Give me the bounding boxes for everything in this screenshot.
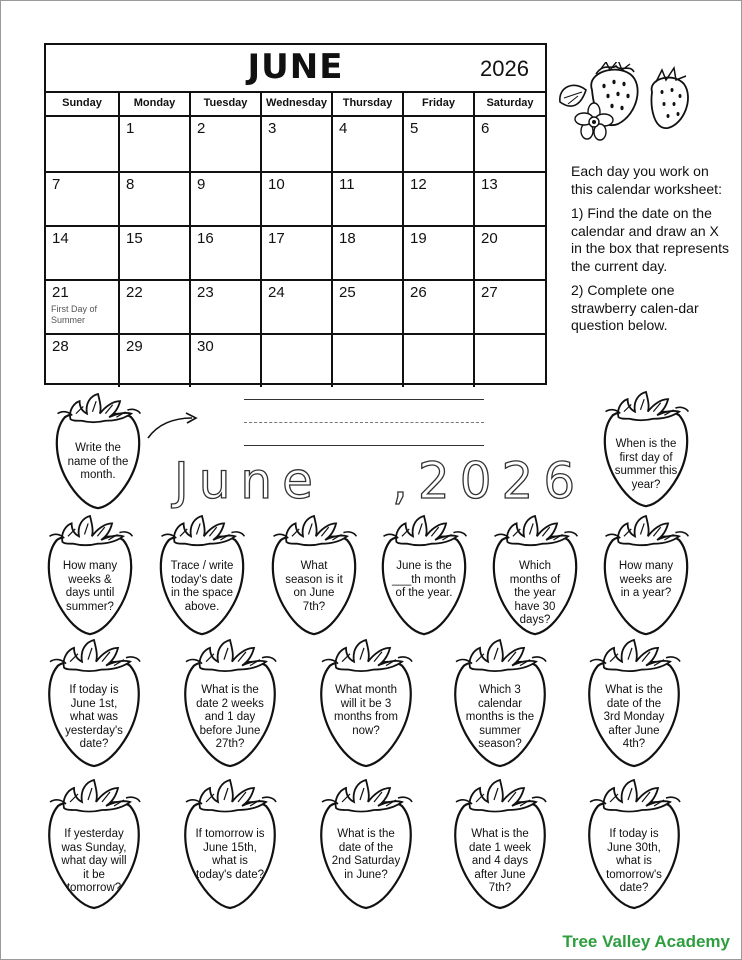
strawberry-question [600,516,692,636]
calendar-day-number: 19 [410,230,427,247]
calendar-header [46,45,545,93]
strawberry-question-text: If yesterday was Sunday, what day will it be tomorrow? [61,828,127,894]
calendar-day-cell[interactable] [331,279,402,333]
strawberry-question-text: What season is it on June 7th? [285,560,343,613]
calendar-day-cell[interactable] [402,171,473,225]
calendar-day-number: 29 [126,338,143,355]
calendar-day-number: 15 [126,230,143,247]
calendar-day-number: 11 [339,176,355,193]
calendar-day-number: 6 [481,120,490,137]
strawberry-write-month [52,394,144,510]
strawberry-question-text: If today is June 1st, what was yesterday's date? [65,684,123,750]
strawberry-question [268,516,360,636]
calendar-day-cell[interactable] [473,225,545,279]
write-line-middle [244,422,484,423]
calendar-day-cell[interactable] [331,117,402,171]
strawberry-flower-illustration [556,62,702,144]
calendar-day-cell[interactable] [189,117,260,171]
calendar-day-cell[interactable] [473,279,545,333]
calendar-day-number: 1 [126,120,135,137]
strawberry-question [584,640,684,768]
calendar-day-number: 10 [268,176,285,193]
strawberry-question [584,780,684,910]
calendar-day-number: 24 [268,284,285,301]
calendar-day-number: 26 [410,284,427,301]
weekday-header-row [46,91,545,117]
calendar-day-cell[interactable] [118,225,189,279]
brand-footer: Tree Valley Academy [562,932,730,951]
weekday-monday: Monday [118,91,189,115]
first-day-of-summer-note: First Day of Summer [51,304,98,325]
calendar-day-cell[interactable] [473,333,545,387]
strawberry-question-text: If today is June 30th, what is tomorrow's date? [606,828,662,894]
strawberry-question-text: How many weeks are in a year? [618,560,674,599]
calendar-day-cell[interactable] [260,333,331,387]
trace-year: ,2026 [392,452,586,510]
calendar-day-cell[interactable] [473,117,545,171]
calendar [44,43,547,385]
strawberry-question-text: How many weeks & days until summer? [62,560,118,613]
calendar-day-cell[interactable] [118,333,189,387]
strawberry-question-text: Trace / write today's date in the space above. [170,560,234,613]
calendar-day-number: 12 [410,176,427,193]
calendar-day-cell[interactable] [331,333,402,387]
calendar-month: JUNE [247,47,344,87]
strawberry-question-text: If tomorrow is June 15th, what is today's date? [195,828,265,881]
strawberry-question [316,640,416,768]
strawberry-question-text: What is the date 1 week and 4 days after June 7th? [468,828,531,894]
strawberry-question [44,640,144,768]
calendar-day-cell[interactable] [260,225,331,279]
write-line-bottom[interactable] [244,445,484,446]
calendar-day-cell[interactable] [46,171,118,225]
calendar-day-cell[interactable] [189,171,260,225]
strawberry-question-text: What month will it be 3 months from now? [334,684,398,737]
calendar-day-cell[interactable] [46,225,118,279]
calendar-day-cell[interactable] [189,333,260,387]
calendar-day-number: 30 [197,338,214,355]
calendar-day-number: 22 [126,284,143,301]
calendar-day-number: 17 [268,230,285,247]
strawberry-first-day-summer [600,392,692,508]
calendar-day-number: 3 [268,120,277,137]
instructions [571,163,731,342]
calendar-day-cell[interactable] [331,225,402,279]
strawberry-question [44,780,144,910]
calendar-day-cell[interactable] [46,117,118,171]
calendar-day-number: 7 [52,176,61,193]
calendar-day-cell[interactable] [402,333,473,387]
calendar-day-number: 20 [481,230,498,247]
strawberry-question-text: Write the name of the month. [67,442,129,481]
strawberry-question [489,516,581,636]
arrow-icon [144,412,200,442]
strawberry-question [450,640,550,768]
write-line-top[interactable] [244,399,484,400]
weekday-wednesday: Wednesday [260,91,331,115]
calendar-day-cell[interactable] [189,279,260,333]
calendar-day-cell[interactable] [402,117,473,171]
instructions-step-2: 2) Complete one strawberry calen-dar question below. [571,282,699,333]
calendar-year: 2026 [480,56,529,81]
calendar-day-cell[interactable] [402,225,473,279]
strawberry-question-text: What is the date of the 2nd Saturday in June? [331,828,401,881]
calendar-day-cell[interactable] [260,171,331,225]
instructions-step-1: 1) Find the date on the calendar and draw an X in the box that represents the current day. [571,205,729,274]
strawberry-question-text: What is the date 2 weeks and 1 day before June 27th? [196,684,264,750]
calendar-day-number: 16 [197,230,214,247]
calendar-day-number: 27 [481,284,498,301]
calendar-day-number: 14 [52,230,69,247]
calendar-day-number: 18 [339,230,356,247]
calendar-day-number: 23 [197,284,214,301]
strawberry-question [156,516,248,636]
calendar-day-number: 5 [410,120,419,137]
trace-month: June [174,452,323,510]
strawberry-question [180,640,280,768]
calendar-day-number: 13 [481,176,498,193]
strawberry-question-text: What is the date of the 3rd Monday after June 4th? [603,684,665,750]
strawberry-question-text: When is the first day of summer this year? [614,438,678,491]
calendar-day-number: 9 [197,176,206,193]
strawberry-question-text: June is the ___th month of the year. [392,560,456,599]
weekday-thursday: Thursday [331,91,402,115]
weekday-saturday: Saturday [473,91,545,115]
calendar-day-number: 4 [339,120,348,137]
strawberry-question-text: Which months of the year have 30 days? [509,560,561,626]
calendar-day-cell[interactable] [331,171,402,225]
strawberry-question [450,780,550,910]
strawberry-question [378,516,470,636]
strawberry-question-text: Which 3 calendar months is the summer season? [465,684,535,750]
calendar-day-cell[interactable] [118,171,189,225]
calendar-day-cell[interactable] [473,171,545,225]
weekday-sunday: Sunday [62,97,102,109]
calendar-day-cell[interactable] [189,225,260,279]
calendar-day-cell[interactable] [402,279,473,333]
strawberry-question [316,780,416,910]
instructions-intro: Each day you work on this calendar worksheet: [571,163,722,197]
calendar-day-cell[interactable] [118,279,189,333]
calendar-day-cell[interactable] [260,279,331,333]
strawberry-question [180,780,280,910]
strawberry-question [44,516,136,636]
weekday-tuesday: Tuesday [189,91,260,115]
calendar-day-cell[interactable] [46,333,118,387]
calendar-day-number: 2 [197,120,206,137]
calendar-day-cell[interactable] [46,279,118,333]
calendar-day-cell[interactable] [118,117,189,171]
calendar-day-number: 28 [52,338,69,355]
calendar-day-number: 25 [339,284,356,301]
calendar-day-number: 21 [52,284,69,301]
calendar-day-number: 8 [126,176,135,193]
weekday-friday: Friday [402,91,473,115]
calendar-day-cell[interactable] [260,117,331,171]
